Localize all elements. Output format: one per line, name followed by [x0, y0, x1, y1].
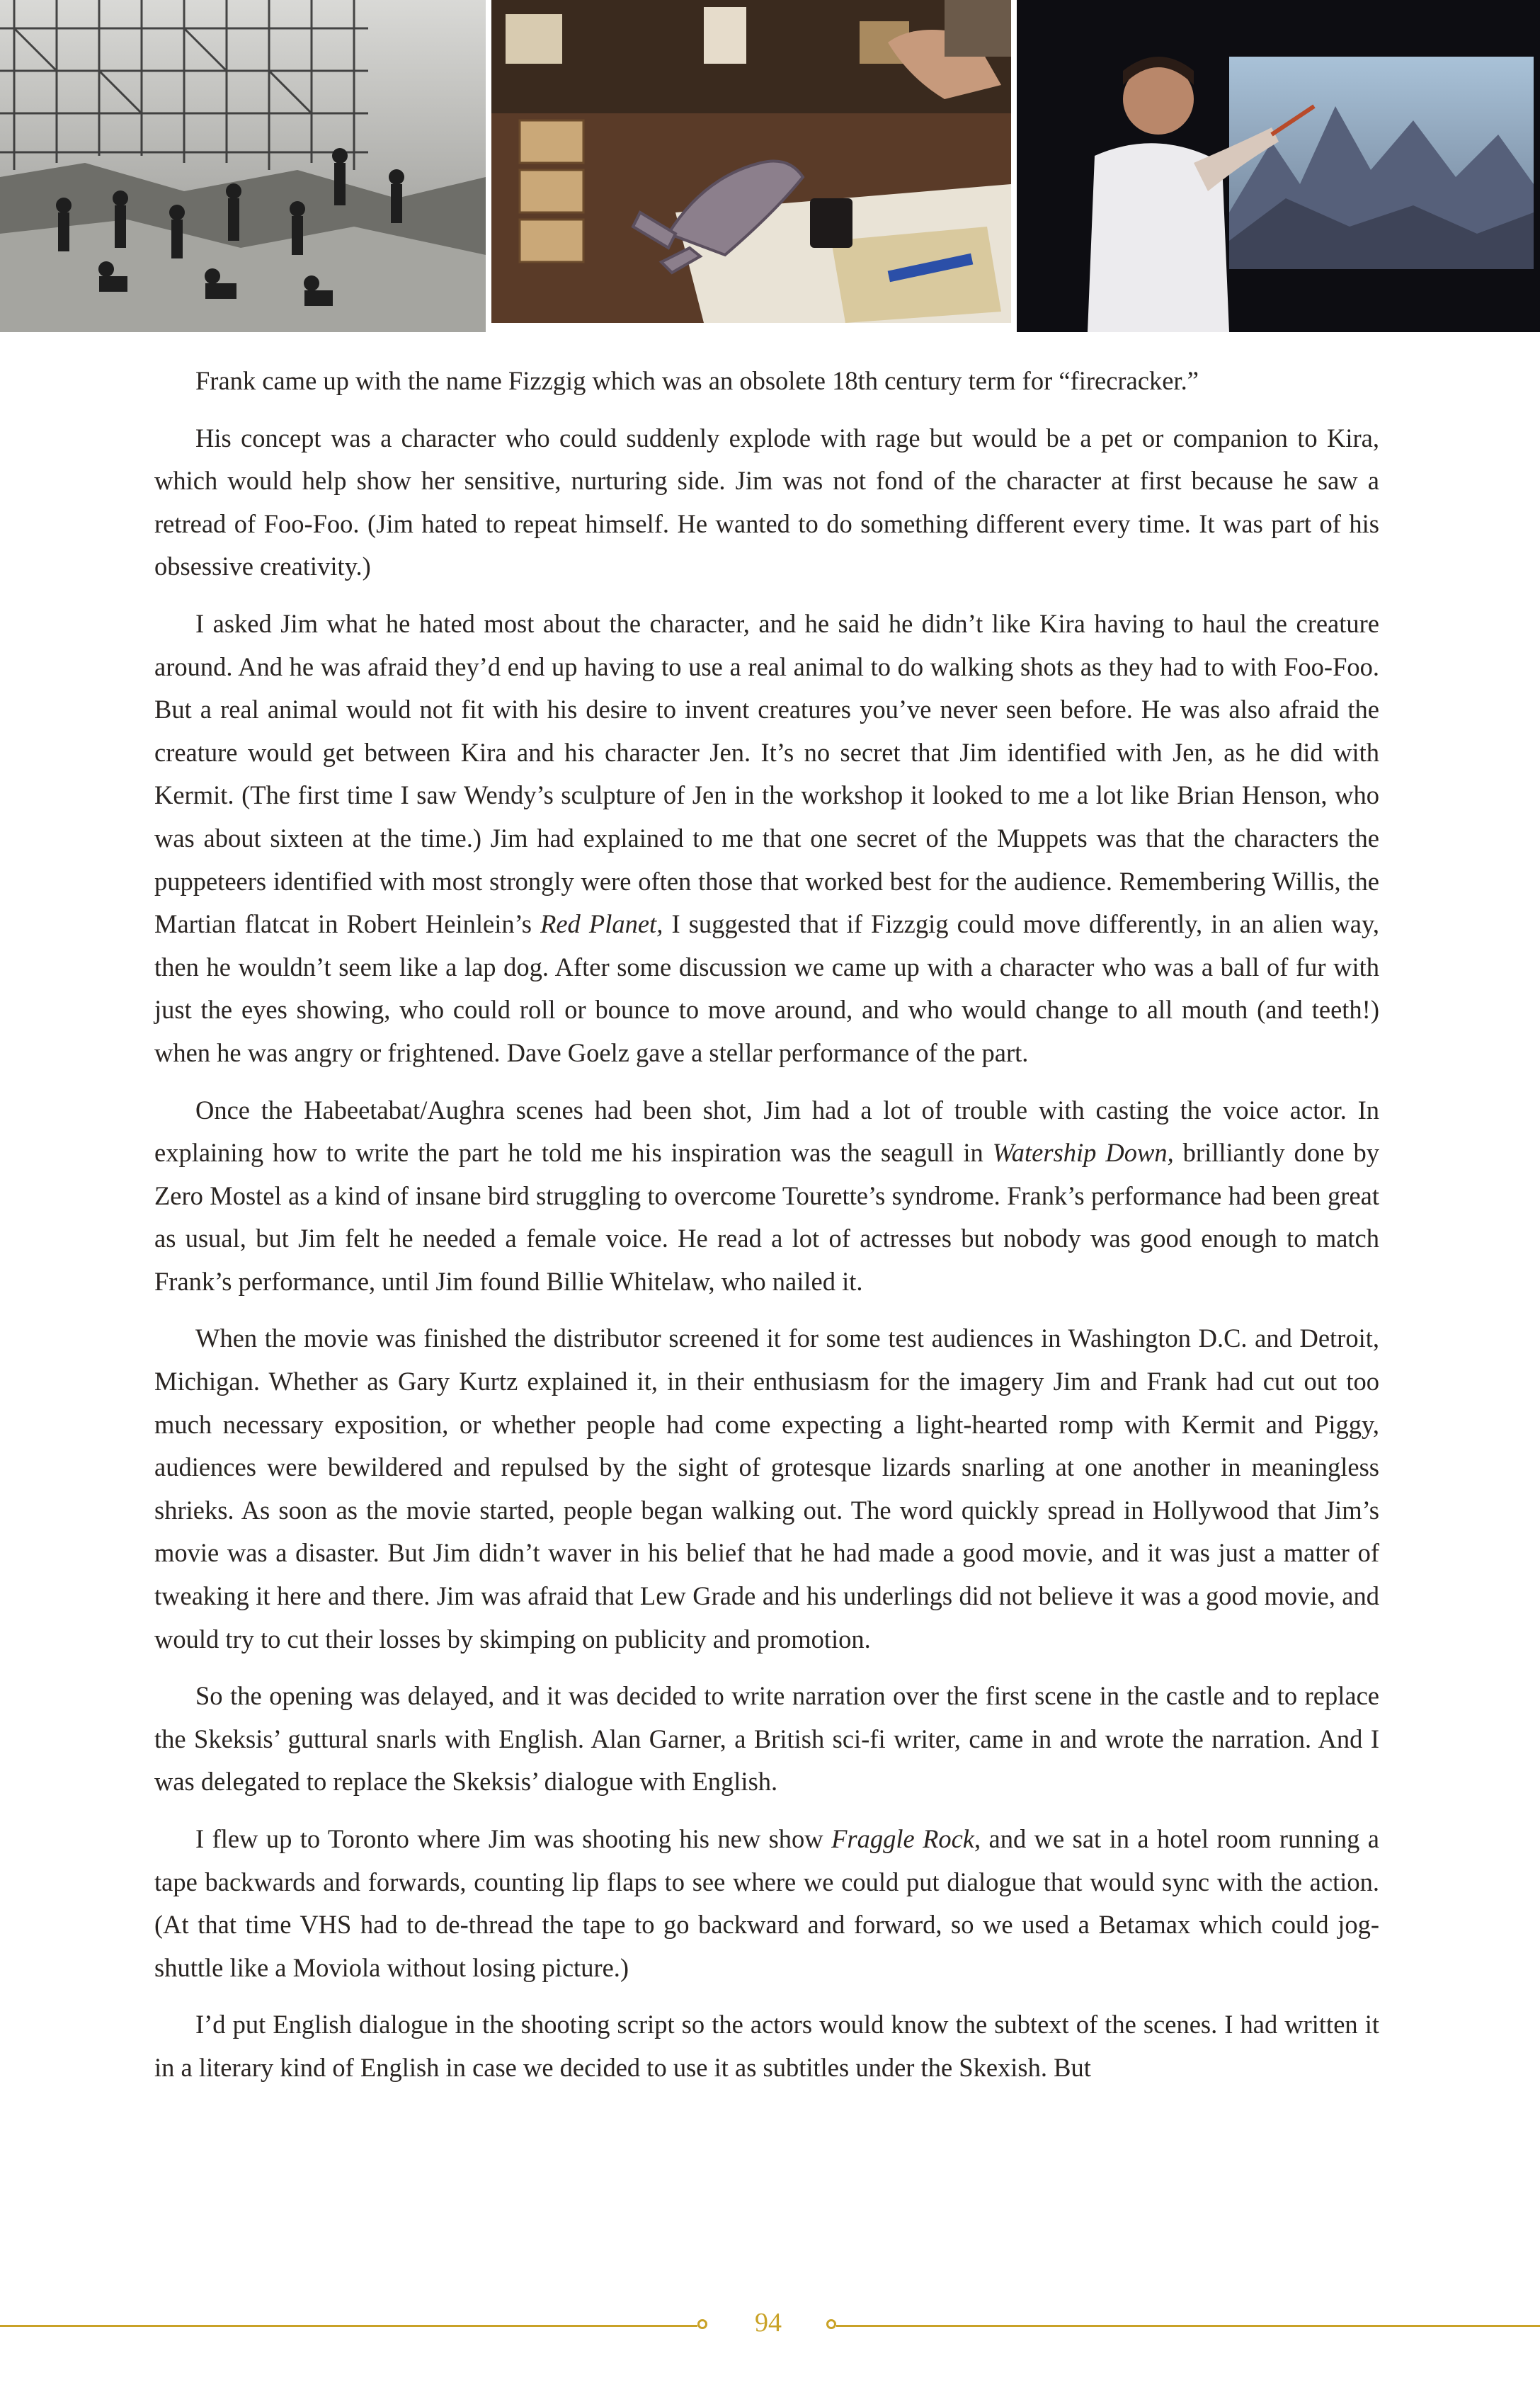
- paragraph: [154, 603, 1379, 1075]
- text-run: I flew up to Toronto where Jim was shooting his new show: [195, 1824, 832, 1853]
- paragraph: [154, 2003, 1379, 2089]
- text-run: His concept was a character who could suddenly explode with rage but would be a pet or companion to Kira, which would help show her sensitive, nurturing side. Jim was not fond of the character at first because he saw a retread of Foo-Foo. (Jim hated to repeat himself. He wanted to do something different every time. It was part of his obsessive creativity.): [154, 423, 1379, 581]
- paragraph: [154, 360, 1379, 403]
- italic-title: Watership Down,: [992, 1138, 1174, 1168]
- italic-title: Red Planet,: [540, 909, 663, 939]
- text-run: I asked Jim what he hated most about the character, and he said he didn’t like Kira having to haul the creature around. And he was afraid they’d end up having to use a real animal to do walking shots as they had to with Foo-Foo. But a real animal would not fit with his desire to invent creatures you’ve never seen before. He was also afraid the creature would get between Kira and his character Jen. It’s no secret that Jim identified with Jen, as he did with Kermit. (The first time I saw Wendy’s sculpture of Jen in the workshop it looked to me a lot like Brian Henson, who was about sixteen at the time.) Jim had explained to me that one secret of the Muppets was that the characters the puppeteers identified with most strongly were often those that worked best for the audience. Remembering Willis, the Martian flatcat in Robert Heinlein’s: [154, 608, 1379, 939]
- text-run: So the opening was delayed, and it was decided to write narration over the first scene in the castle and to replace the Skeksis’ guttural snarls with English. Alan Garner, a British sci-fi writer, came in and wrote the narration. And I was delegated to replace the Skeksis’ dialogue with English.: [154, 1681, 1379, 1797]
- footer-rule-right: [836, 2325, 1540, 2327]
- photo-bw-crew-icon: [0, 0, 486, 332]
- footer-ornament-left-icon: [697, 2319, 707, 2329]
- italic-title: Fraggle Rock: [831, 1824, 975, 1853]
- paragraph: [154, 1317, 1379, 1661]
- paragraph: [154, 1089, 1379, 1304]
- matte-painter-photo: [1017, 0, 1540, 332]
- page-number: 94: [755, 2308, 782, 2338]
- text-run: , and we sat in a hotel room running a tape backwards and forwards, counting lip flaps to see where we could put dialogue that would sync with the action. (At that time VHS had to de-thread the tape to go backward and forward, so we used a Betamax which could jog-shuttle like a Moviola without losing picture.): [154, 1824, 1379, 1982]
- text-run: I suggested that if Fizzgig could move differently, in an alien way, then he wouldn’t seem like a lap dog. After some discussion we came up with a character who was a ball of fur with just the eyes showing, who could roll or bounce to move around, and who would change to all mouth (and teeth!) when he was angry or frightened. Dave Goelz gave a stellar performance of the part.: [154, 909, 1379, 1067]
- text-run: Once the Habeetabat/Aughra scenes had been shot, Jim had a lot of trouble with casting the voice actor. In explaining how to write the part he told me his inspiration was the seagull in: [154, 1095, 1379, 1168]
- footer-ornament-right-icon: [826, 2319, 836, 2329]
- photo-painter-icon: [1017, 0, 1540, 332]
- paragraph: [154, 417, 1379, 588]
- text-run: I’d put English dialogue in the shooting script so the actors would know the subtext of the scenes. I had written it in a literary kind of English in case we decided to use it as subtitles under the Skexish. But: [154, 2010, 1379, 2082]
- workshop-hand-puppet-photo: [491, 0, 1011, 323]
- text-run: When the movie was finished the distributor screened it for some test audiences in Washington D.C. and Detroit, Michigan. Whether as Gary Kurtz explained it, in their enthusiasm for the imagery Jim and Frank had cut out too much necessary exposition, or whether people had come expecting a light-hearted romp with Kermit and Piggy, audiences were bewildered and repulsed by the sight of grotesque lizards snarling at one another in meaningless shrieks. As soon as the movie started, people began walking out. The word quickly spread in Hollywood that Jim’s movie was a disaster. But Jim didn’t waver in his belief that he had made a good movie, and it was just a matter of tweaking it here and there. Jim was afraid that Lew Grade and his underlings did not believe it was a good movie, and would try to cut their losses by skimping on publicity and promotion.: [154, 1324, 1379, 1654]
- paragraph: [154, 1675, 1379, 1804]
- footer-rule-left: [0, 2325, 697, 2327]
- text-run: Frank came up with the name Fizzgig which was an obsolete 18th century term for “firecracker.”: [195, 366, 1199, 395]
- text-run: brilliantly done by Zero Mostel as a kind of insane bird struggling to overcome Tourette’s syndrome. Frank’s performance had been great as usual, but Jim felt he needed a female voice. He read a lot of actresses but nobody was good enough to match Frank’s performance, until Jim found Billie Whitelaw, who nailed it.: [154, 1138, 1379, 1296]
- photo-workshop-icon: [491, 0, 1011, 323]
- scaffolding-crew-photo: [0, 0, 486, 332]
- article-body: [154, 360, 1379, 2104]
- paragraph: [154, 1818, 1379, 1989]
